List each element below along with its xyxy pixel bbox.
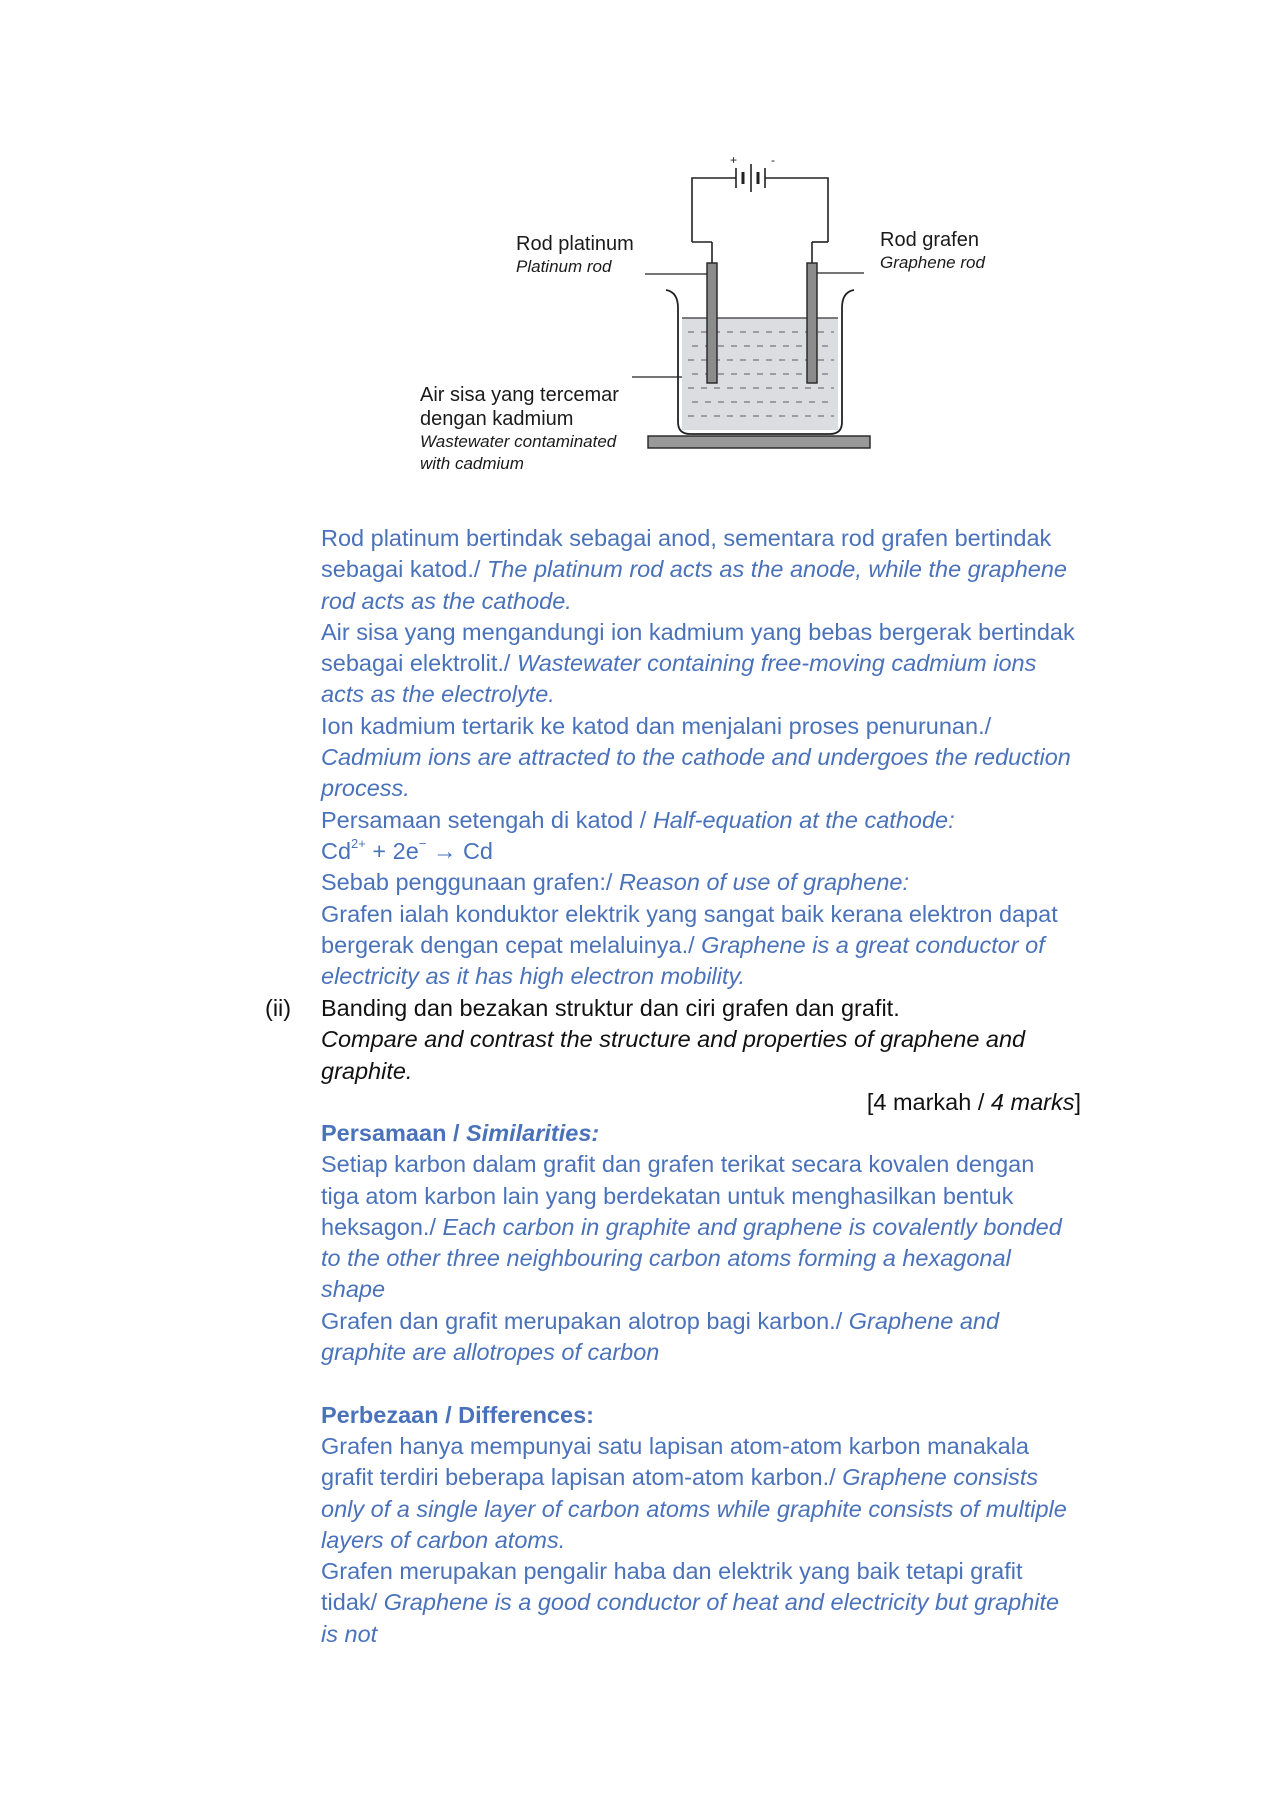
stand-base — [648, 436, 870, 448]
blank-line — [321, 1368, 1091, 1399]
answer-line: grafit terdiri beberapa lapisan atom-atom karbon./ Graphene consists — [321, 1464, 1039, 1491]
wastewater-label — [420, 383, 619, 475]
answer-line: Persamaan setengah di katod / Half-equation at the cathode: — [321, 806, 955, 833]
answer-ii-block — [321, 1118, 1091, 1650]
answer-line: Air sisa yang mengandungi ion kadmium yang bebas bergerak bertindak — [321, 618, 1075, 645]
wastewater-label-en-2: with cadmium — [420, 454, 524, 473]
battery-plus-sign: + — [730, 153, 738, 167]
answer-line: only of a single layer of carbon atoms while graphite consists of multiple — [321, 1495, 1067, 1522]
answer-line: electricity as it has high electron mobility. — [321, 963, 746, 990]
graphene-rod-label — [880, 228, 985, 274]
answer-line: tiga atom karbon lain yang berdekatan untuk menghasilkan bentuk — [321, 1182, 1014, 1209]
answer-line: layers of carbon atoms. — [321, 1526, 566, 1553]
graphene-rod-label-en: Graphene rod — [880, 253, 985, 272]
platinum-rod-label — [516, 232, 634, 278]
battery-icon — [736, 164, 765, 192]
electrolysis-diagram — [420, 150, 1000, 480]
answer-line: Sebab penggunaan grafen:/ Reason of use of graphene: — [321, 869, 909, 896]
answer-line: heksagon./ Each carbon in graphite and graphene is covalently bonded — [321, 1213, 1062, 1240]
answer-line: shape — [321, 1276, 386, 1303]
answer-line: Grafen merupakan pengalir haba dan elektrik yang baik tetapi grafit — [321, 1558, 1023, 1585]
wastewater-label-ms-2: dengan kadmium — [420, 408, 574, 430]
question-text-en: graphite. — [321, 1057, 413, 1084]
differences-heading: Perbezaan / Differences: — [321, 1401, 594, 1428]
graphene-rod — [807, 263, 817, 383]
answer-line: to the other three neighbouring carbon atoms forming a hexagonal — [321, 1245, 1011, 1272]
platinum-rod — [707, 263, 717, 383]
similarities-heading: Persamaan / Similarities: — [321, 1120, 600, 1146]
platinum-rod-label-ms: Rod platinum — [516, 233, 634, 255]
answer-i-block — [321, 523, 1091, 992]
answer-line: sebagai elektrolit./ Wastewater containing free-moving cadmium ions — [321, 650, 1037, 677]
answer-line: Grafen dan grafit merupakan alotrop bagi karbon./ Graphene and — [321, 1307, 1000, 1334]
graphene-rod-label-ms: Rod grafen — [880, 229, 979, 251]
answer-line: acts as the electrolyte. — [321, 681, 555, 708]
answer-line: Rod platinum bertindak sebagai anod, sementara rod grafen bertindak — [321, 525, 1052, 551]
answer-line: graphite are allotropes of carbon — [321, 1339, 660, 1366]
circuit-wires — [692, 178, 828, 264]
answer-line: process. — [321, 775, 410, 802]
answer-line: Grafen hanya mempunyai satu lapisan atom-atom karbon manakala — [321, 1432, 1029, 1459]
battery-minus-sign: - — [771, 153, 775, 167]
answer-line: rod acts as the cathode. — [321, 587, 572, 614]
wastewater-label-en-1: Wastewater contaminated — [420, 432, 617, 451]
answer-line: bergerak dengan cepat melaluinya./ Graphene is a great conductor of — [321, 931, 1045, 958]
answer-line: tidak/ Graphene is a good conductor of heat and electricity but graphite — [321, 1589, 1060, 1616]
answer-line: sebagai katod./ The platinum rod acts as the anode, while the graphene — [321, 556, 1067, 583]
question-text-en: Compare and contrast the structure and properties of graphene and — [321, 1026, 1026, 1053]
half-equation: $Cd^{2+} + 2e^- \to Cd$ — [321, 835, 493, 864]
answer-line: Setiap karbon dalam grafit dan grafen terikat secara kovalen dengan — [321, 1151, 1035, 1178]
marks-allocation: [4 markah / 4 marks] — [866, 1089, 1081, 1115]
answer-line: is not — [321, 1620, 378, 1647]
answer-line: Cadmium ions are attracted to the cathode and undergoes the reduction — [321, 744, 1071, 771]
answer-line: Ion kadmium tertarik ke katod dan menjalani proses penurunan./ — [321, 712, 992, 739]
question-ii-block — [321, 993, 1091, 1087]
platinum-rod-label-en: Platinum rod — [516, 257, 612, 276]
wastewater-label-ms-1: Air sisa yang tercemar — [420, 384, 619, 406]
question-text-ms: Banding dan bezakan struktur dan ciri grafen dan grafit. — [321, 995, 900, 1021]
answer-line: Grafen ialah konduktor elektrik yang sangat baik kerana elektron dapat — [321, 900, 1058, 927]
question-number: (ii) — [265, 995, 292, 1021]
